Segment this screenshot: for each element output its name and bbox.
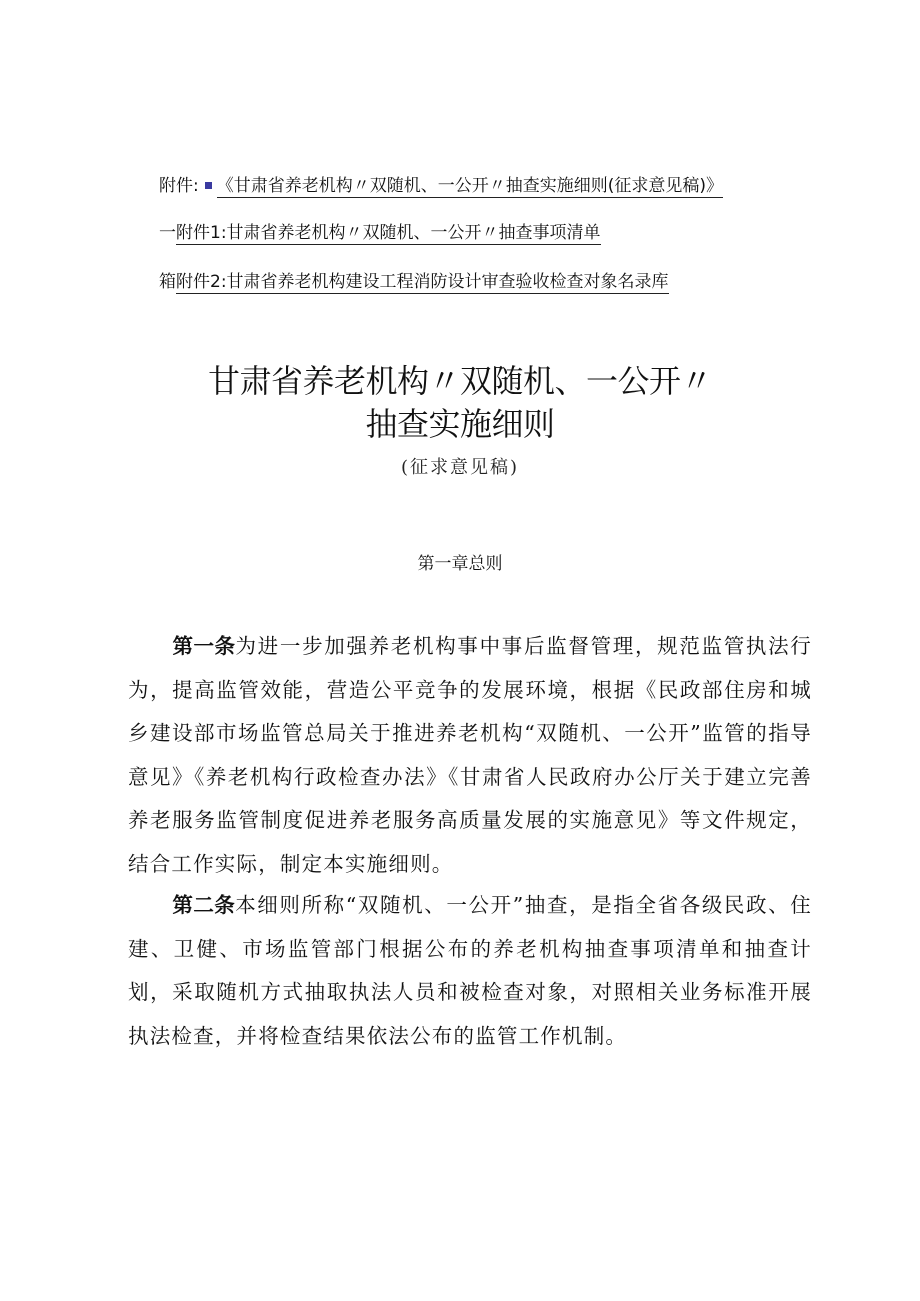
attachment-prefix: 附件: — [159, 176, 199, 196]
chapter-heading: 第一章总则 — [417, 554, 503, 574]
attachment-2-link[interactable]: 附件2:甘肃省养老机构建设工程消防设计审查验收检查对象名录库 — [176, 272, 669, 292]
article-2 — [128, 884, 812, 1058]
attachment-1-prefix: 一 — [159, 223, 176, 243]
article-1 — [128, 625, 812, 886]
attachment-line-2 — [159, 270, 669, 294]
attachment-line-1 — [159, 221, 601, 245]
article-1-label: 第一条 — [172, 634, 236, 658]
article-2-text: 本细则所称“双随机、一公开”抽查，是指全省各级民政、住建、卫健、市场监管部门根据公布的养老机构抽查事项清单和抽查计划，采取随机方式抽取执法人员和被检查对象，对照相关业务标准开展执法检查，并将检查结果依法公布的监管工作机制。 — [128, 893, 813, 1048]
attachment-line-main — [159, 174, 723, 198]
document-title-line-1: 甘肃省养老机构〃双随机、一公开〃 — [207, 362, 712, 400]
article-1-text: 为进一步加强养老机构事中事后监督管理，规范监管执法行为，提高监管效能，营造公平竞争的发展环境，根据《民政部住房和城乡建设部市场监管总局关于推进养老机构“双随机、一公开”监管的指导意见》《养老机构行政检查办法》《甘肃省人民政府办公厅关于建立完善养老服务监管制度促进养老服务高质量发展的实施意见》等文件规定，结合工作实际，制定本实施细则。 — [128, 634, 813, 876]
document-subtitle: (征求意见稿) — [400, 457, 520, 478]
article-2-label: 第二条 — [172, 893, 236, 917]
square-bullet-icon — [205, 182, 212, 189]
attachment-2-prefix: 箱 — [159, 272, 176, 292]
attachment-main-link[interactable]: 《甘肃省养老机构〃双随机、一公开〃抽查实施细则(征求意见稿)》 — [216, 176, 723, 196]
attachment-1-link[interactable]: 附件1:甘肃省养老机构〃双随机、一公开〃抽查事项清单 — [176, 223, 601, 243]
document-title-line-2: 抽查实施细则 — [365, 405, 555, 443]
